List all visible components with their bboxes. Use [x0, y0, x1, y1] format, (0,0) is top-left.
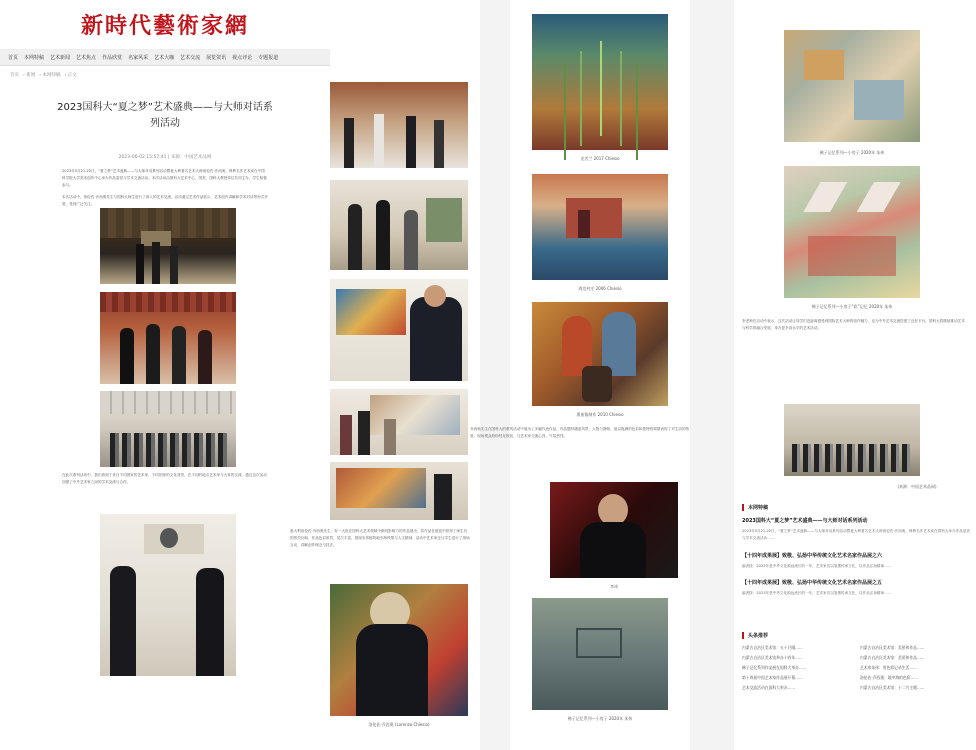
article-paragraph: 意大利洛伦佐·乔西奥先生，有一大批在国科大艺术领域中颇具影响力的作品展出，其作品在展览中获得了师生们的热烈反响，作品色彩浓烈，层次丰富，展现出浓郁的地中海风情与人文精神，活动中艺术家还与学生进行了现场互动，讲解创作理念与技法。 — [290, 529, 470, 547]
event-photo — [330, 462, 468, 520]
nav-item-news[interactable]: 艺术新闻 — [50, 55, 71, 61]
nav-item-masters[interactable]: 名家风采 — [128, 55, 149, 61]
sidebar-news-title[interactable]: 2023国科大“夏之梦”艺术盛典——与大师对话系列活动 — [742, 518, 868, 524]
photo-caption: 佛子记忆系列—小房子 2020年 朱伟 — [819, 150, 885, 155]
sidebar-news-title[interactable]: 【十四年成果展】致敬、弘扬中华传统文化艺术名家作品展之六 — [742, 552, 883, 559]
nav-item-bigname[interactable]: 艺术大咖 — [154, 55, 175, 61]
event-photo — [100, 208, 236, 284]
nav-item-topics[interactable]: 专题报道 — [258, 55, 279, 61]
painting-image — [784, 30, 920, 142]
site-header — [0, 0, 330, 50]
headline-link[interactable]: 内蒙古自治区美术馆：美景和作品…… — [860, 655, 925, 660]
photo-caption: 番茄酱制作 2010 Chiesio — [576, 412, 624, 417]
article-title: 2023国科大“夏之梦”艺术盛典——与大师对话系列活动 — [57, 102, 273, 129]
photo-caption: 洛伦佐·乔西奥 (Lorenzo Chiesio) — [368, 722, 430, 727]
event-photo — [330, 279, 468, 381]
nav-item-works[interactable]: 作品欣赏 — [102, 55, 123, 61]
headline-link[interactable]: 内蒙古自治区美术馆：美景和作品…… — [860, 645, 925, 650]
event-photo — [100, 514, 236, 676]
photo-caption: 李涛 — [610, 584, 618, 589]
article-paragraph: 2023年5月21-22日，“夏之梦”艺术盛典——与大师对话系列活动暨意大利著名艺术大师洛伦佐·乔西奥、保利名作艺术家在中国科学院大学美术创作中心举办作品鉴赏与学术交流活动。本次活动由国科大艺术中心、国美、国科大教授单位共同主办，学生积极参与。 — [62, 169, 267, 187]
nav-item-review[interactable]: 视点评论 — [232, 55, 253, 61]
breadcrumb-news[interactable]: 新闻 — [26, 73, 36, 78]
sidebar-headlines — [742, 632, 970, 691]
headline-link[interactable]: 艺术家朱伟：用色彩记录生活…… — [860, 665, 917, 670]
sidebar-news-summary: 编者按：2023年是中华文化源远流长的一年，艺术家们以笔墨传承文化，以作品弘扬精神…… — [742, 591, 892, 596]
nav-item-exchange[interactable]: 艺术交流 — [180, 55, 201, 61]
group-photo — [784, 404, 920, 476]
breadcrumb-current: 正文 — [67, 73, 77, 78]
sidebar-section-title: 本网特稿 — [742, 504, 970, 511]
headline-link[interactable]: 第十四届中国艺术家作品展开幕…… — [742, 675, 803, 680]
sidebar-news-title[interactable]: 【十四年成果展】致敬、弘扬中华传统文化艺术名家作品展之五 — [742, 580, 883, 587]
sidebar-news-summary: 编者按：2023年是中华文化源远流长的一年，艺术家们以笔墨传承文化，以作品弘扬精神…… — [742, 563, 892, 568]
breadcrumb: 首页 › 新闻 › 本网特稿 › 正文 — [10, 73, 77, 78]
breadcrumb-home[interactable]: 首页 — [10, 73, 19, 78]
sidebar-news-summary: 2023年5月21-22日，“夏之梦”艺术盛典——与大师对话系列活动暨意大利著名艺术大师洛伦佐·乔西奥、保利名作艺术家在国科大举办作品鉴赏与学术交流活动…… — [742, 529, 970, 540]
sidebar-section-title: 头条推荐 — [742, 632, 970, 639]
painting-image — [532, 598, 668, 710]
photo-caption: (来源：中国艺术品网) — [897, 484, 937, 489]
nav-item-exhibition[interactable]: 展览资讯 — [206, 55, 227, 61]
photo-caption: 海边村庄 2006 Chiesio — [578, 286, 622, 291]
headline-link[interactable]: 内蒙古自治区美术馆举办十四年…… — [742, 655, 803, 660]
headline-link[interactable]: 内蒙古自治区美术馆：十二月主题…… — [860, 685, 925, 690]
nav-item-home[interactable]: 首页 — [8, 55, 19, 61]
painting-image — [532, 14, 668, 150]
photo-caption: 佛子记忆系列—小房子“彩”记忆 2020年 朱伟 — [811, 304, 893, 309]
article-paragraph: 本次活动中，洛伦佐·乔西奥先生与国科大师生进行了深入的艺术交流，活动通过艺术作品展示、艺术创作讲解和学术对话等形式开展，受到广泛关注。 — [62, 195, 268, 207]
event-photo — [330, 180, 468, 270]
headline-link[interactable]: 内蒙古自治区美术馆：五十只眼…… — [742, 645, 803, 650]
nav-item-focus[interactable]: 艺术焦点 — [76, 55, 97, 61]
main-nav — [0, 50, 330, 66]
artist-portrait-photo — [550, 482, 678, 578]
article-paragraph: 李老师在活动中表示，这次活动让同学们近距离感受到国际艺术大师的创作魅力，也为中外艺术交流搭建了良好平台。国科大将继续推动艺术与科学的融合发展，举办更多高水平的艺术活动。 — [742, 319, 965, 330]
article-paragraph: 乔西奥先生在国科大的系列活动中展出了多幅代表作品，作品题材涵盖风景、人物与静物，他以饱满的色彩和独特的构图表现了对生活的热爱。现场观众纷纷驻足欣赏，与艺术家交流心得，气氛热烈。 — [470, 427, 690, 438]
photo-caption: 龙舌兰 2017 Chiesio — [580, 156, 620, 161]
headline-link[interactable]: 艺术交流活动在国科大举办…… — [742, 685, 796, 690]
painting-image — [532, 174, 668, 280]
event-photo — [100, 391, 236, 467]
headline-list — [742, 645, 970, 691]
artist-portrait-photo — [330, 584, 468, 716]
headline-link[interactable]: 佛子记忆系列作品展在国科大举办…… — [742, 665, 807, 670]
site-logo[interactable]: 新時代藝術家網 — [80, 13, 249, 39]
breadcrumb-special[interactable]: 本网特稿 — [42, 73, 61, 78]
event-photo — [100, 292, 236, 384]
article-column-1 — [0, 0, 330, 750]
nav-item-special[interactable]: 本网特稿 — [24, 55, 45, 61]
painting-image — [784, 166, 920, 298]
event-photo — [330, 389, 468, 455]
photo-caption: 佛子记忆系列—小房子 2020年 朱伟 — [567, 716, 633, 721]
sidebar-news — [742, 504, 970, 597]
article-column-4 — [734, 0, 976, 750]
painting-image — [532, 302, 668, 406]
article-meta: 2023-06-02 15:57:41 | 来源：中国艺术品网 — [118, 155, 212, 160]
article-column-2 — [290, 0, 480, 750]
article-paragraph: 在此次系列活动中，我们看到了来自不同国家的艺术家，不同国家的文化背景，在不同的地点艺术家与大家的交流，通过这次活动加强了中外艺术家之间的学术交流与合作。 — [62, 473, 267, 484]
article-column-3 — [470, 0, 690, 750]
headline-link[interactable]: 洛伦佐·乔西奥：地中海的色彩…… — [860, 675, 919, 680]
event-photo — [330, 82, 468, 168]
